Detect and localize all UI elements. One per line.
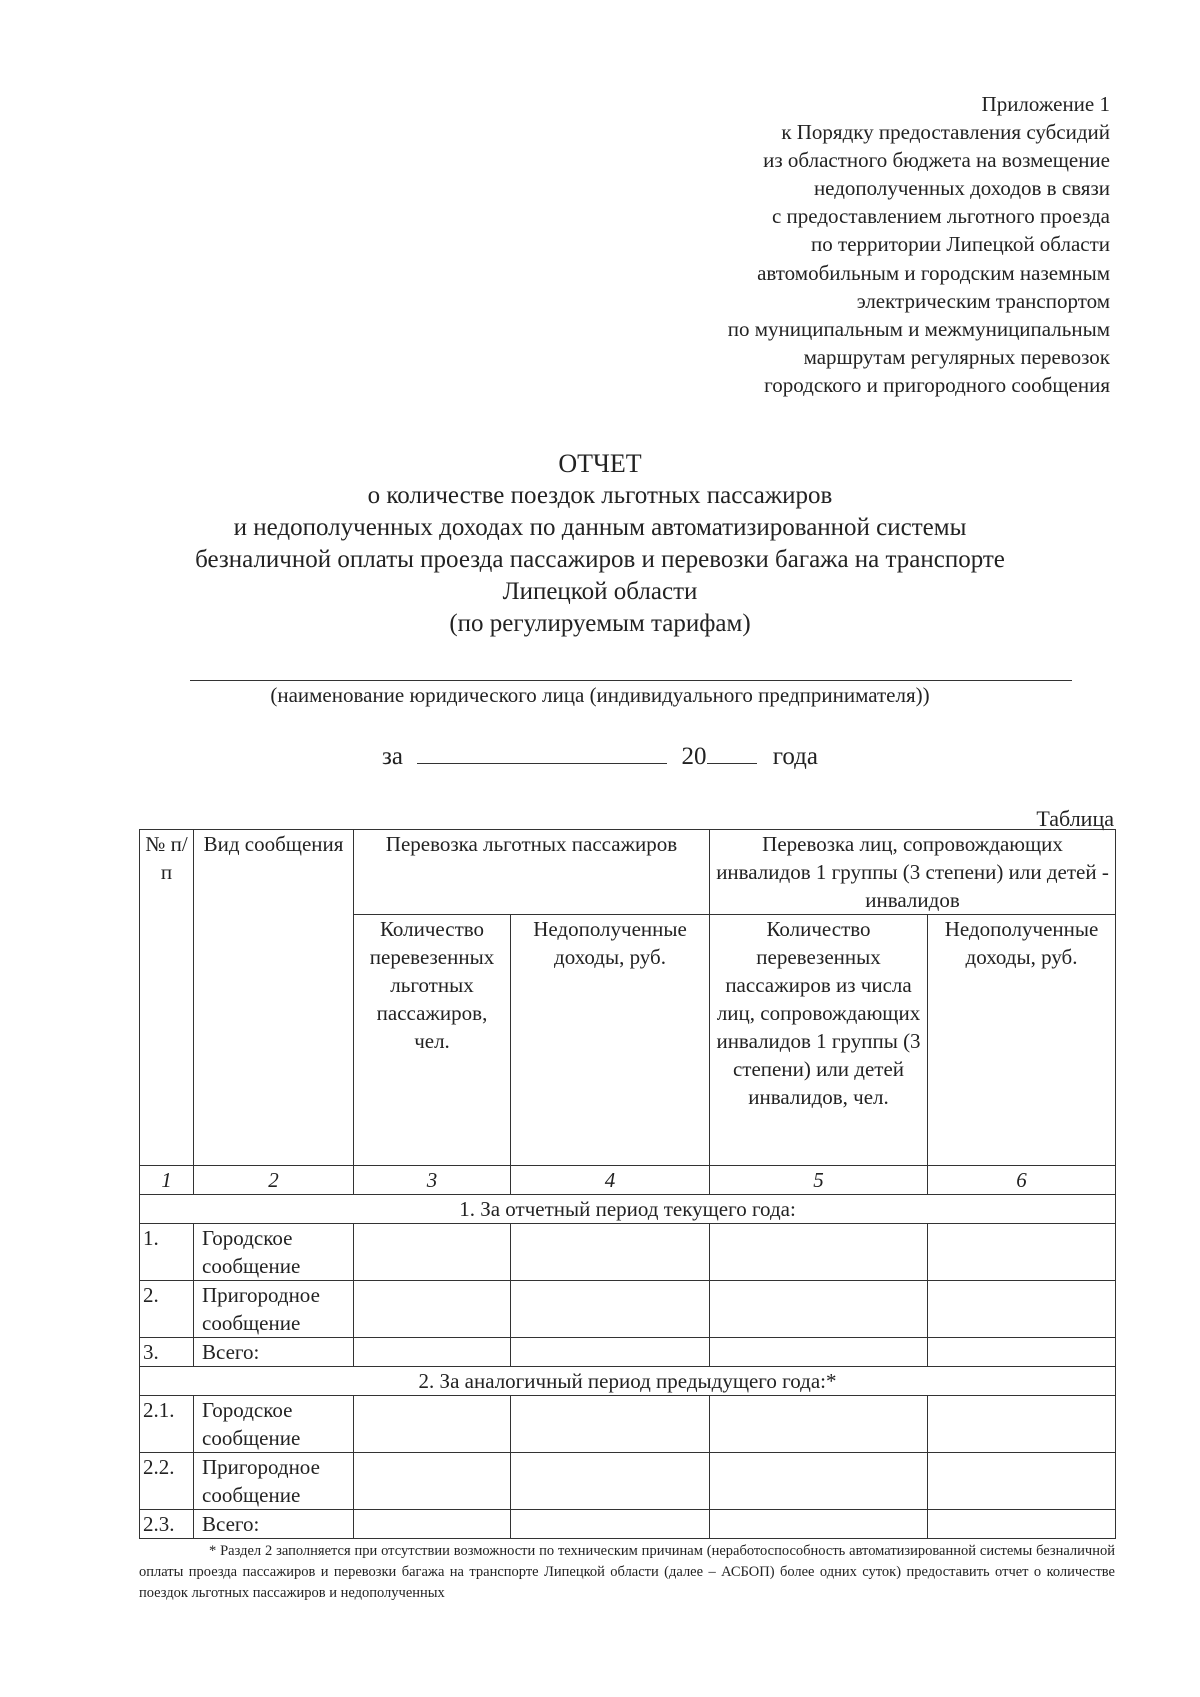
table-cell[interactable] xyxy=(354,1338,511,1367)
appendix-header xyxy=(510,90,1110,399)
table-cell[interactable] xyxy=(928,1396,1116,1453)
column-number: 5 xyxy=(710,1166,928,1195)
header-type: Вид сообщения xyxy=(194,830,354,1166)
section-1-heading: 1. За отчетный период текущего года: xyxy=(140,1195,1116,1224)
table-cell[interactable] xyxy=(354,1224,511,1281)
appendix-line: по муниципальным и межмуниципальным xyxy=(727,316,1110,341)
table-cell[interactable] xyxy=(928,1510,1116,1539)
period-year-field[interactable] xyxy=(707,741,757,764)
appendix-line: городского и пригородного сообщения xyxy=(764,372,1110,397)
header-col4: Недополученные доходы, руб. xyxy=(511,915,710,1166)
appendix-line: Приложение 1 xyxy=(981,92,1110,116)
period-prefix: за xyxy=(382,743,403,770)
org-name-field[interactable] xyxy=(190,680,1072,681)
row-num: 3. xyxy=(140,1338,194,1367)
report-subtitle-line: и недополученных доходах по данным автоматизированной системы xyxy=(233,514,967,541)
row-label: Городское сообщение xyxy=(194,1224,354,1281)
appendix-line: маршрутам регулярных перевозок xyxy=(803,344,1110,369)
table-cell[interactable] xyxy=(710,1224,928,1281)
row-num: 1. xyxy=(140,1224,194,1281)
header-group-benefit: Перевозка льготных пассажиров xyxy=(354,830,710,915)
appendix-line: из областного бюджета на возмещение xyxy=(763,148,1110,173)
table-cell[interactable] xyxy=(511,1510,710,1539)
appendix-line: недополученных доходов в связи xyxy=(813,176,1110,201)
column-number: 2 xyxy=(194,1166,354,1195)
table-cell[interactable] xyxy=(710,1338,928,1367)
row-num: 2.1. xyxy=(140,1396,194,1453)
table-cell[interactable] xyxy=(354,1453,511,1510)
table-cell[interactable] xyxy=(710,1510,928,1539)
appendix-line: с предоставлением льготного проезда xyxy=(771,204,1110,229)
row-num: 2.2. xyxy=(140,1453,194,1510)
footnote: * Раздел 2 заполняется при отсутствии возможности по техническим причинам (неработоспособность автоматизированной системы безналичной оплаты проезда пассажиров и перевозки багажа на транспорте Липецкой области (далее – АСБОП) более одних суток) предоставить отчет о количестве поездок льготных пассажиров и недополученных xyxy=(139,1543,1115,1601)
row-label: Всего: xyxy=(194,1510,354,1539)
row-num: 2.3. xyxy=(140,1510,194,1539)
table-cell[interactable] xyxy=(354,1396,511,1453)
appendix-line: автомобильным и городским наземным xyxy=(757,260,1110,285)
table-cell[interactable] xyxy=(928,1224,1116,1281)
table-cell[interactable] xyxy=(928,1453,1116,1510)
header-col3: Количество перевезенных льготных пассажиров, чел. xyxy=(354,915,511,1166)
row-label: Пригородное сообщение xyxy=(194,1281,354,1338)
report-title-block xyxy=(0,448,1200,640)
table-cell[interactable] xyxy=(710,1281,928,1338)
table-cell[interactable] xyxy=(354,1510,511,1539)
period-suffix: года xyxy=(772,743,818,770)
column-number: 1 xyxy=(140,1166,194,1195)
period-month-field[interactable] xyxy=(417,741,667,764)
column-number: 6 xyxy=(928,1166,1116,1195)
column-number: 4 xyxy=(511,1166,710,1195)
table-cell[interactable] xyxy=(928,1338,1116,1367)
table-cell[interactable] xyxy=(928,1281,1116,1338)
appendix-line: электрическим транспортом xyxy=(856,288,1110,313)
section-2-heading: 2. За аналогичный период предыдущего года:* xyxy=(140,1367,1116,1396)
row-num: 2. xyxy=(140,1281,194,1338)
row-label: Городское сообщение xyxy=(194,1396,354,1453)
header-num: № п/п xyxy=(140,830,194,1166)
table-caption: Таблица xyxy=(1036,806,1114,831)
appendix-line: по территории Липецкой области xyxy=(811,232,1110,257)
table-cell[interactable] xyxy=(354,1281,511,1338)
table-cell[interactable] xyxy=(511,1453,710,1510)
header-col6: Недополученные доходы, руб. xyxy=(928,915,1116,1166)
org-name-caption: (наименование юридического лица (индивидуального предпринимателя)) xyxy=(270,683,930,707)
header-group-escort: Перевозка лиц, сопровождающих инвалидов 1 группы (3 степени) или детей - инвалидов xyxy=(710,830,1116,915)
row-label: Пригородное сообщение xyxy=(194,1453,354,1510)
report-subtitle-line: безналичной оплаты проезда пассажиров и перевозки багажа на транспорте xyxy=(195,546,1005,573)
table-cell[interactable] xyxy=(710,1396,928,1453)
period-line xyxy=(0,741,1200,771)
table-cell[interactable] xyxy=(511,1224,710,1281)
table-cell[interactable] xyxy=(511,1396,710,1453)
table-cell[interactable] xyxy=(511,1338,710,1367)
column-number: 3 xyxy=(354,1166,511,1195)
report-subtitle-line: о количестве поездок льготных пассажиров xyxy=(367,482,833,509)
table-cell[interactable] xyxy=(710,1453,928,1510)
report-table xyxy=(139,829,1116,1539)
appendix-line: к Порядку предоставления субсидий xyxy=(781,120,1110,145)
report-title: ОТЧЕТ xyxy=(558,449,642,478)
report-subtitle-line: Липецкой области xyxy=(502,578,698,605)
table-cell[interactable] xyxy=(511,1281,710,1338)
header-col5: Количество перевезенных пассажиров из числа лиц, сопровождающих инвалидов 1 группы (3 степени) или детей инвалидов, чел. xyxy=(710,915,928,1166)
row-label: Всего: xyxy=(194,1338,354,1367)
period-year-prefix: 20 xyxy=(681,743,707,770)
report-subtitle-line: (по регулируемым тарифам) xyxy=(449,610,751,637)
